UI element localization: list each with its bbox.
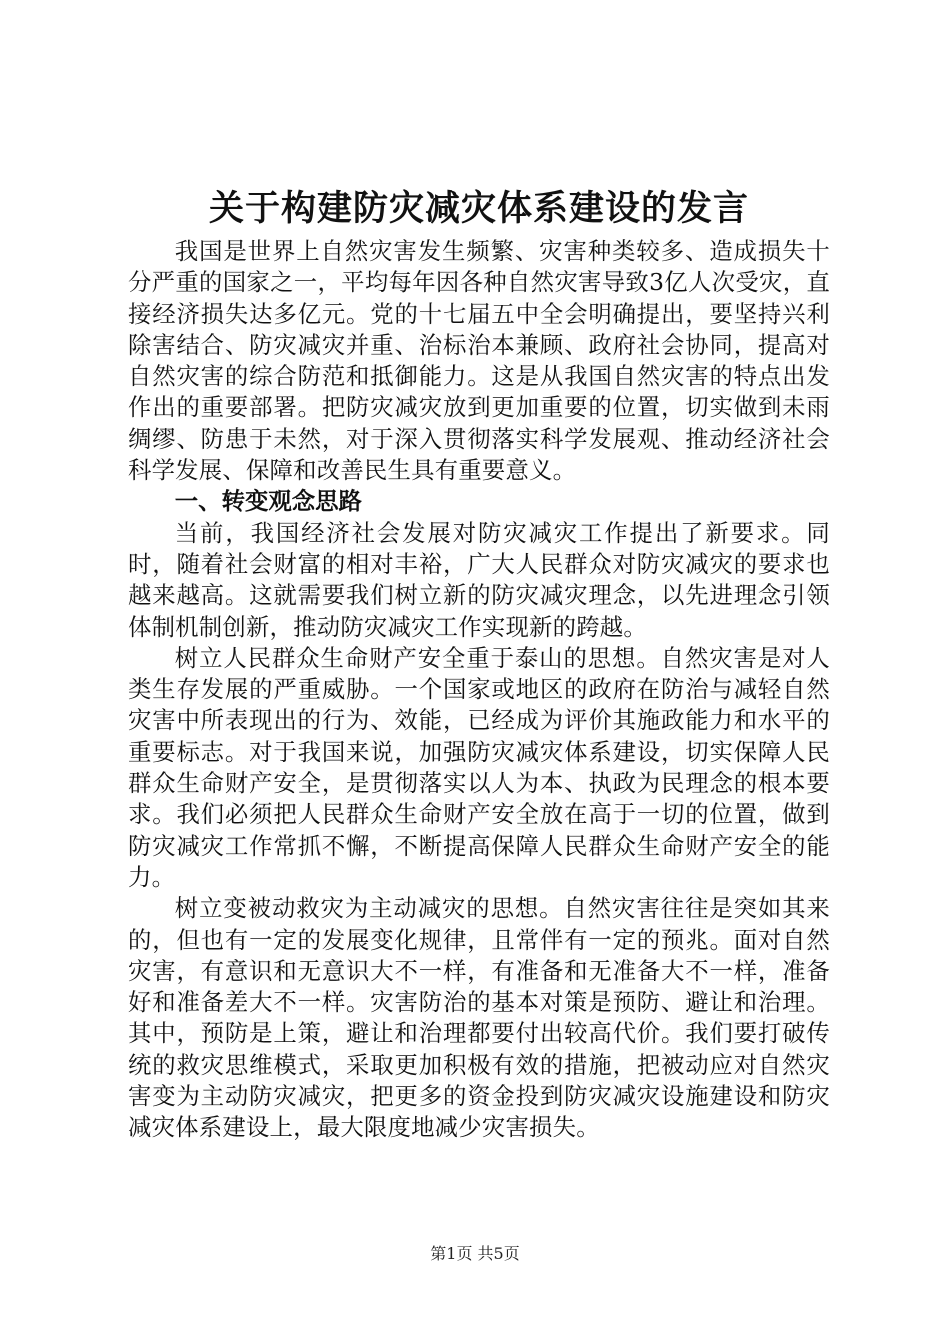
section-paragraph: 树立变被动救灾为主动减灾的思想。自然灾害往往是突如其来的，但也有一定的发展变化规律，且常伴有一定的预兆。面对自然灾害，有意识和无意识大不一样，有准备和无准备大不一样，准备好和准备差大不一样。灾害防治的基本对策是预防、避让和治理。其中，预防是上策，避让和治理都要付出较高代价。我们要打破传统的救灾思维模式，采取更加积极有效的措施，把被动应对自然灾害变为主动防灾减灾，把更多的资金投到防灾减灾设施建设和防灾减灾体系建设上，最大限度地减少灾害损失。 xyxy=(128,894,830,1142)
section-paragraph: 当前，我国经济社会发展对防灾减灾工作提出了新要求。同时，随着社会财富的相对丰裕，广大人民群众对防灾减灾的要求也越来越高。这就需要我们树立新的防灾减灾理念，以先进理念引领体制机制创新，推动防灾减灾工作实现新的跨越。 xyxy=(128,518,830,641)
section-heading: 一、转变观念思路 xyxy=(174,487,362,516)
document-body xyxy=(128,186,830,1144)
intro-paragraph: 我国是世界上自然灾害发生频繁、灾害种类较多、造成损失十分严重的国家之一，平均每年因各种自然灾害导致3亿人次受灾，直接经济损失达多亿元。党的十七届五中全会明确提出，要坚持兴利除害结合、防灾减灾并重、治标治本兼顾、政府社会协同，提高对自然灾害的综合防范和抵御能力。这是从我国自然灾害的特点出发作出的重要部署。把防灾减灾放到更加重要的位置，切实做到未雨绸缪、防患于未然，对于深入贯彻落实科学发展观、推动经济社会科学发展、保障和改善民生具有重要意义。 xyxy=(128,237,830,485)
section-paragraph: 树立人民群众生命财产安全重于泰山的思想。自然灾害是对人类生存发展的严重威胁。一个国家或地区的政府在防治与减轻自然灾害中所表现出的行为、效能，已经成为评价其施政能力和水平的重要标志。对于我国来说，加强防灾减灾体系建设，切实保障人民群众生命财产安全，是贯彻落实以人为本、执政为民理念的根本要求。我们必须把人民群众生命财产安全放在高于一切的位置，做到防灾减灾工作常抓不懈，不断提高保障人民群众生命财产安全的能力。 xyxy=(128,643,830,891)
page-number-footer: 第1页 共5页 xyxy=(430,1244,520,1263)
document-title: 关于构建防灾减灾体系建设的发言 xyxy=(208,189,749,229)
